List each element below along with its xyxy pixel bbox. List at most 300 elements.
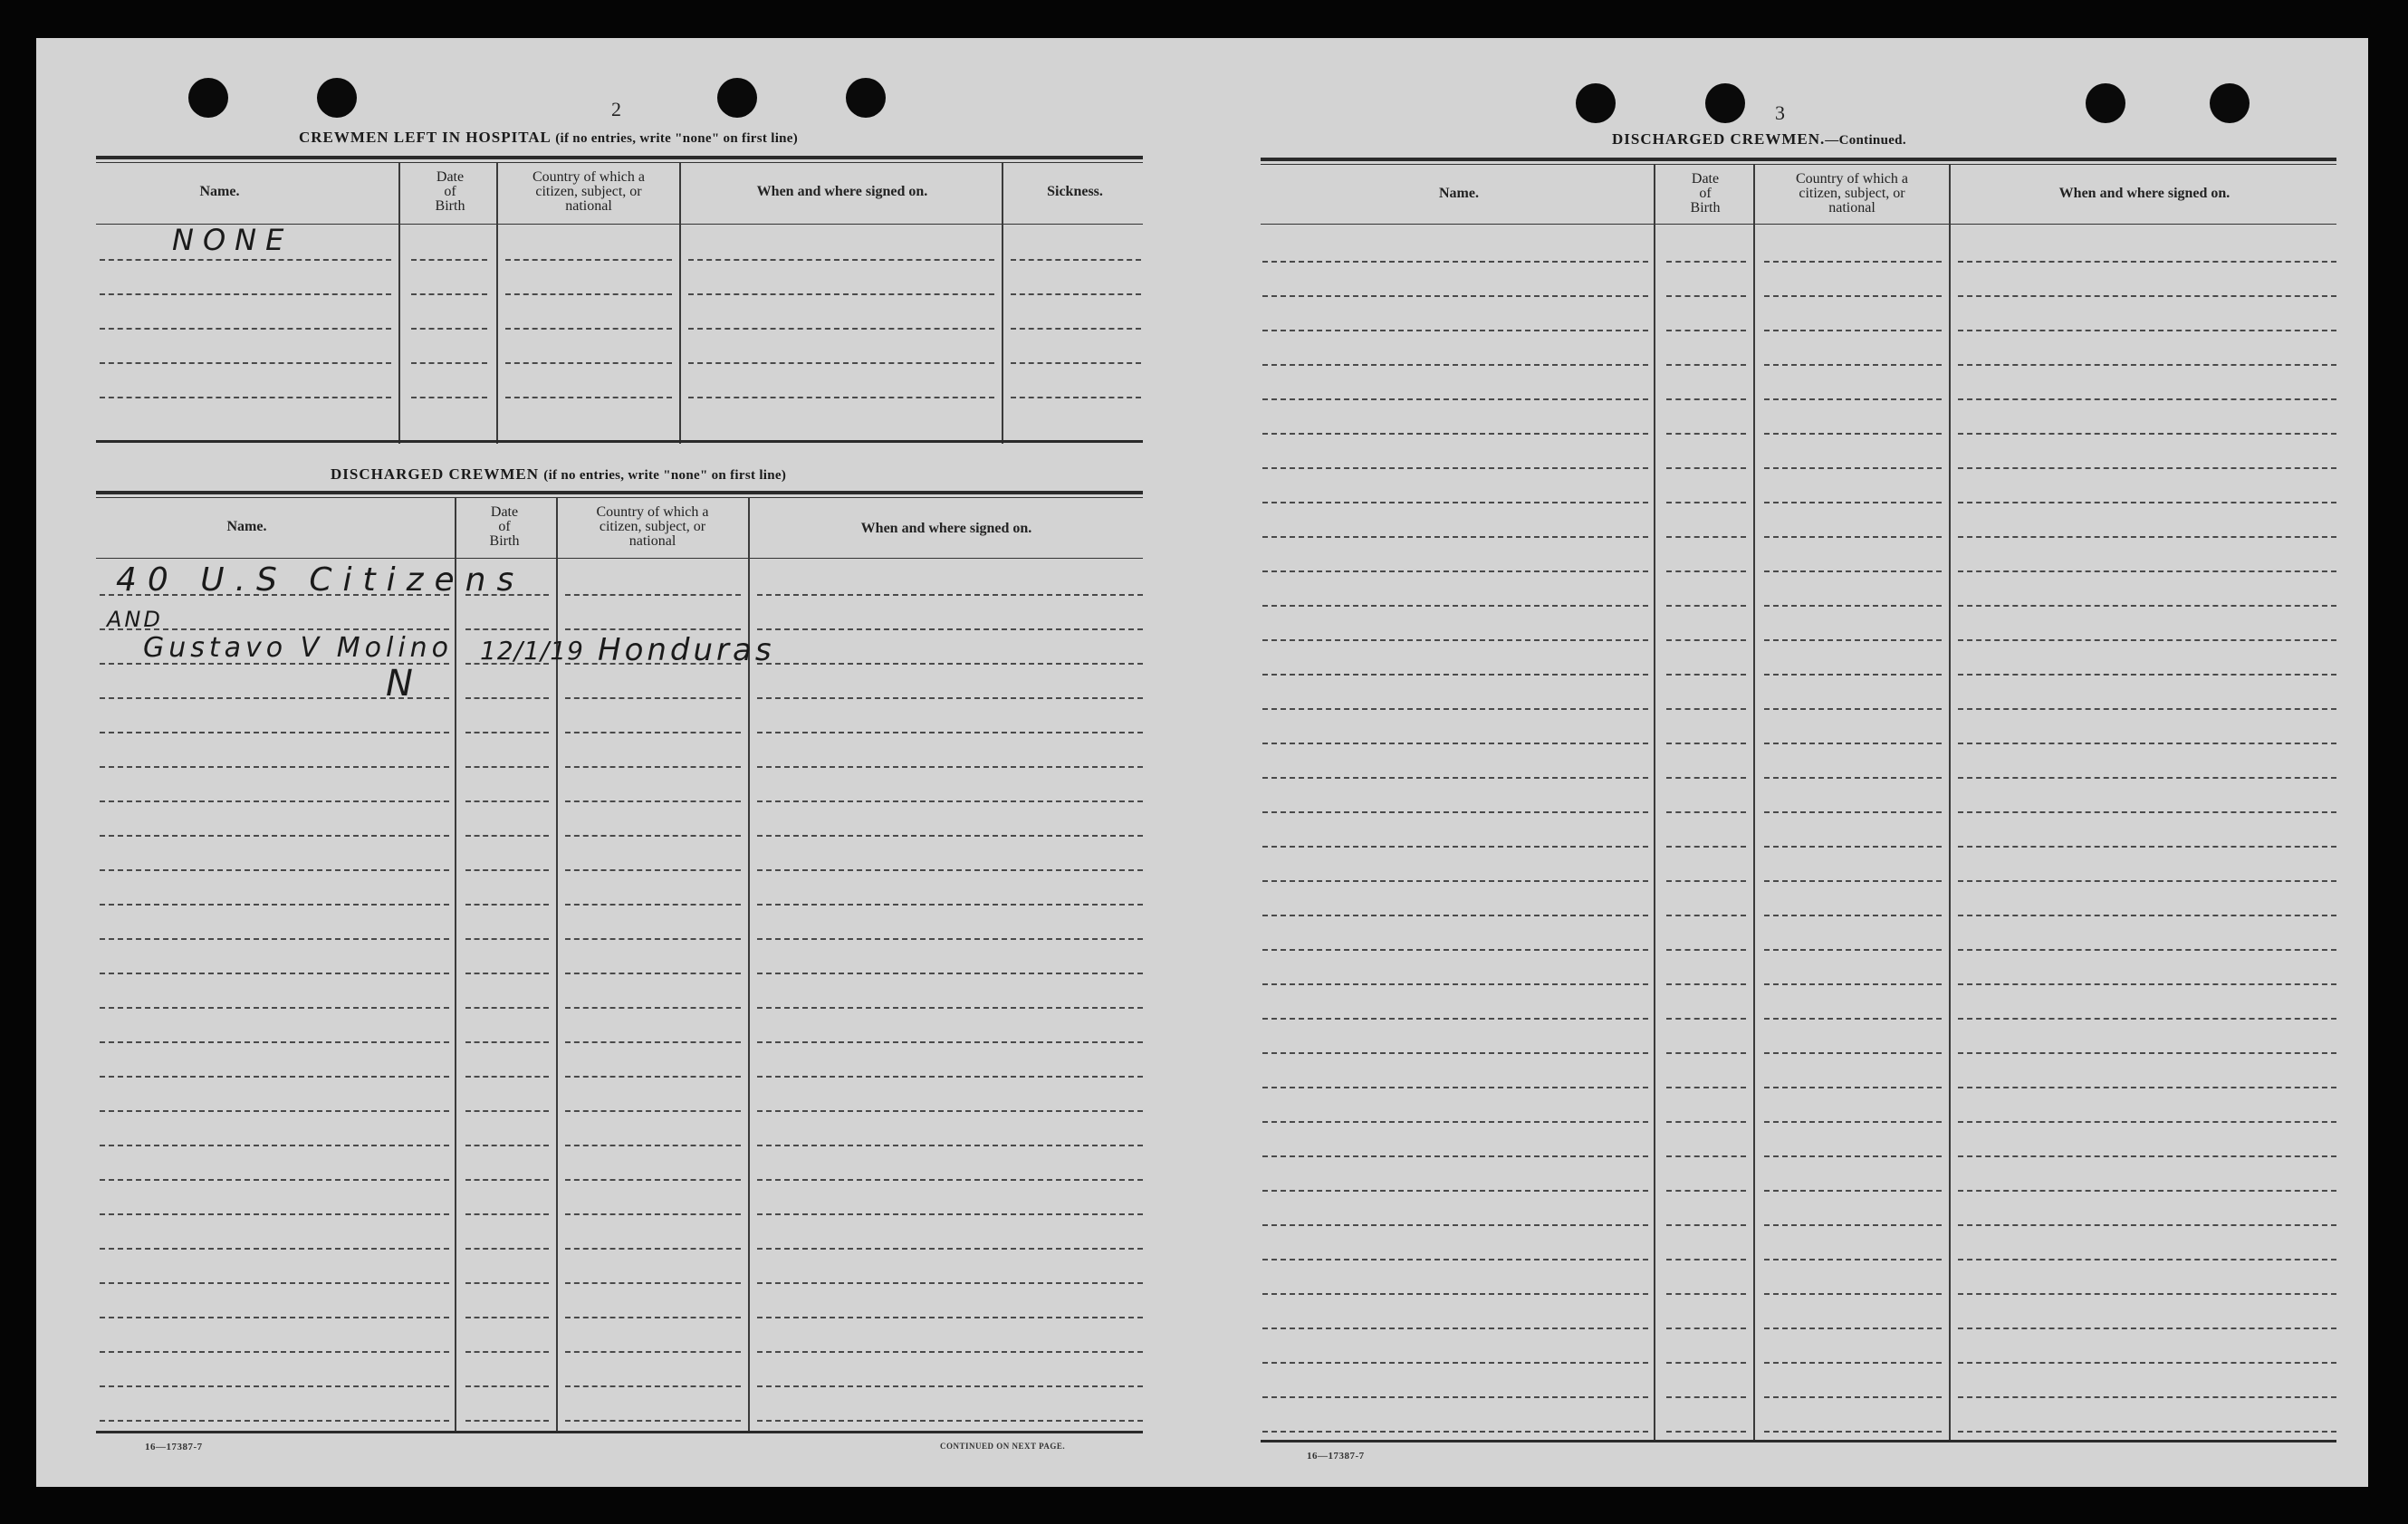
ruled-line — [100, 1282, 449, 1284]
ruled-line — [505, 293, 672, 295]
ruled-line — [1262, 261, 1648, 263]
ruled-line — [1262, 502, 1648, 503]
ruled-line — [757, 1213, 1143, 1215]
ruled-line — [1958, 295, 2336, 297]
hospital-subtitle-text: (if no entries, write "none" on first line) — [555, 131, 799, 146]
ruled-line — [1666, 1293, 1746, 1295]
ruled-line — [465, 766, 549, 768]
discharged-title-text: DISCHARGED CREWMEN — [331, 465, 540, 483]
hospital-col-dob-label: Date of Birth — [435, 169, 465, 214]
ruled-line — [1666, 1431, 1746, 1433]
right-col-name — [1264, 187, 1654, 201]
hospital-title-text: CREWMEN LEFT IN HOSPITAL — [299, 129, 551, 146]
ruled-line — [1011, 362, 1141, 364]
discharged-top-rule — [96, 491, 1143, 494]
ruled-line — [1958, 949, 2336, 951]
ruled-line — [100, 293, 391, 295]
discharged-col-signed-label: When and where signed on. — [860, 521, 1032, 536]
ruled-line — [1764, 1018, 1942, 1020]
right-header-rule — [1261, 224, 2336, 225]
ruled-line — [565, 800, 741, 802]
hospital-col-dob — [400, 170, 500, 214]
ruled-line — [1262, 777, 1648, 779]
ruled-line — [565, 1351, 741, 1353]
ruled-line — [1764, 467, 1942, 469]
ruled-line — [411, 397, 487, 398]
discharged-col-country-label: Country of which a citizen, subject, or national — [596, 504, 709, 549]
ruled-line — [757, 1420, 1143, 1422]
ruled-line — [1764, 1259, 1942, 1260]
ruled-line — [1958, 1190, 2336, 1192]
ruled-line — [1958, 777, 2336, 779]
ruled-line — [1666, 295, 1746, 297]
ruled-line — [100, 973, 449, 974]
ruled-line — [100, 869, 449, 871]
ruled-line — [1666, 1190, 1746, 1192]
ruled-line — [1958, 605, 2336, 607]
ruled-line — [1666, 639, 1746, 641]
ruled-line — [100, 1179, 449, 1181]
ruled-line — [757, 1041, 1143, 1043]
ruled-line — [1958, 915, 2336, 916]
ruled-line — [100, 938, 449, 940]
ruled-line — [757, 697, 1143, 699]
ruled-line — [1958, 674, 2336, 676]
ruled-line — [465, 732, 549, 733]
continued-subtitle-text: —Continued. — [1825, 133, 1906, 148]
ruled-line — [1666, 502, 1746, 503]
ruled-line — [100, 1007, 449, 1009]
ruled-line — [688, 259, 994, 261]
right-col-name-label: Name. — [1439, 186, 1479, 201]
ruled-line — [1764, 1224, 1942, 1226]
ruled-line — [465, 800, 549, 802]
ruled-line — [1958, 364, 2336, 366]
continued-note: CONTINUED ON NEXT PAGE. — [940, 1442, 1066, 1451]
ruled-line — [465, 904, 549, 906]
ruled-line — [411, 328, 487, 330]
ruled-line — [757, 1248, 1143, 1250]
ruled-line — [565, 732, 741, 733]
ruled-line — [1958, 1259, 2336, 1260]
ruled-line — [1764, 743, 1942, 744]
ruled-line — [565, 628, 741, 630]
ruled-line — [1958, 330, 2336, 331]
ruled-line — [1764, 983, 1942, 985]
ruled-line — [100, 1420, 449, 1422]
ruled-line — [565, 1145, 741, 1146]
ruled-line — [1262, 639, 1648, 641]
ruled-line — [100, 766, 449, 768]
punch-hole — [317, 78, 357, 118]
ruled-line — [1764, 1328, 1942, 1329]
ruled-line — [465, 1420, 549, 1422]
ruled-line — [100, 328, 391, 330]
ruled-line — [757, 663, 1143, 665]
ruled-line — [1958, 880, 2336, 882]
discharged-col-dob-label: Date of Birth — [489, 504, 520, 549]
ruled-line — [100, 1076, 449, 1078]
discharged-section-title — [331, 465, 786, 484]
ruled-line — [100, 1351, 449, 1353]
ruled-line — [757, 869, 1143, 871]
ruled-line — [565, 1282, 741, 1284]
ruled-line — [565, 1420, 741, 1422]
ruled-line — [1764, 433, 1942, 435]
ruled-line — [688, 293, 994, 295]
ruled-line — [1764, 261, 1942, 263]
ruled-line — [1262, 605, 1648, 607]
ruled-line — [465, 1110, 549, 1112]
hospital-bottom-rule — [96, 440, 1143, 443]
ruled-line — [1262, 295, 1648, 297]
ruled-line — [1764, 1362, 1942, 1364]
hospital-top-rule — [96, 156, 1143, 159]
ruled-line — [757, 835, 1143, 837]
ruled-line — [1666, 674, 1746, 676]
discharged-top-rule-thin — [96, 497, 1143, 498]
ruled-line — [1262, 1224, 1648, 1226]
ruled-line — [465, 697, 549, 699]
ruled-line — [1262, 1431, 1648, 1433]
ruled-line — [465, 1385, 549, 1387]
ruled-line — [465, 973, 549, 974]
ruled-line — [1764, 708, 1942, 710]
hospital-divider — [1002, 163, 1003, 444]
ruled-line — [100, 904, 449, 906]
ruled-line — [565, 1007, 741, 1009]
document-paper — [36, 38, 2368, 1487]
ruled-line — [1262, 1018, 1648, 1020]
ruled-line — [1958, 502, 2336, 503]
ruled-line — [465, 1145, 549, 1146]
ruled-line — [100, 1385, 449, 1387]
ruled-line — [1262, 330, 1648, 331]
ruled-line — [1262, 674, 1648, 676]
ruled-line — [1262, 570, 1648, 572]
ruled-line — [1262, 1362, 1648, 1364]
ruled-line — [1958, 1224, 2336, 1226]
ruled-line — [1666, 605, 1746, 607]
ruled-line — [1958, 846, 2336, 848]
discharged-col-country — [560, 505, 745, 549]
ruled-line — [1666, 880, 1746, 882]
ruled-line — [505, 362, 672, 364]
ruled-line — [1764, 1121, 1942, 1123]
ruled-line — [1666, 777, 1746, 779]
right-top-rule-thin — [1261, 164, 2336, 165]
ruled-line — [565, 835, 741, 837]
ruled-line — [565, 697, 741, 699]
hospital-section-title — [299, 129, 798, 147]
discharged-divider — [455, 498, 456, 1431]
ruled-line — [1764, 330, 1942, 331]
ruled-line — [465, 1076, 549, 1078]
ruled-line — [465, 938, 549, 940]
discharged-entry-mark: N — [386, 663, 413, 704]
ruled-line — [1764, 777, 1942, 779]
ruled-line — [465, 835, 549, 837]
discharged-bottom-rule — [96, 1431, 1143, 1433]
ruled-line — [757, 628, 1143, 630]
hospital-divider — [679, 163, 681, 444]
ruled-line — [757, 594, 1143, 596]
page-number-left: 2 — [611, 98, 621, 120]
ruled-line — [465, 1282, 549, 1284]
right-col-country — [1757, 172, 1947, 216]
ruled-line — [1666, 1155, 1746, 1157]
ruled-line — [1958, 570, 2336, 572]
ruled-line — [565, 1213, 741, 1215]
punch-hole — [1705, 83, 1745, 123]
ruled-line — [1262, 949, 1648, 951]
ruled-line — [1666, 433, 1746, 435]
ruled-line — [1666, 1121, 1746, 1123]
ruled-line — [757, 973, 1143, 974]
ruled-line — [1262, 536, 1648, 538]
ruled-line — [1958, 433, 2336, 435]
ruled-line — [465, 1213, 549, 1215]
ruled-line — [1262, 743, 1648, 744]
ruled-line — [565, 938, 741, 940]
continued-title-text: DISCHARGED CREWMEN. — [1612, 130, 1826, 148]
punch-hole — [188, 78, 228, 118]
ruled-line — [757, 1110, 1143, 1112]
ruled-line — [1666, 1259, 1746, 1260]
ruled-line — [1262, 1155, 1648, 1157]
ruled-line — [1262, 708, 1648, 710]
ruled-line — [1958, 1293, 2336, 1295]
ruled-line — [757, 938, 1143, 940]
ruled-line — [1666, 949, 1746, 951]
ruled-line — [1666, 1018, 1746, 1020]
ruled-line — [688, 328, 994, 330]
ruled-line — [1666, 1224, 1746, 1226]
ruled-line — [565, 1317, 741, 1318]
ruled-line — [100, 1041, 449, 1043]
ruled-line — [1764, 1155, 1942, 1157]
ruled-line — [1011, 328, 1141, 330]
ruled-line — [1958, 398, 2336, 400]
ruled-line — [1958, 1155, 2336, 1157]
ruled-line — [1666, 536, 1746, 538]
ruled-line — [1262, 1052, 1648, 1054]
ruled-line — [1958, 1328, 2336, 1329]
ruled-line — [100, 1213, 449, 1215]
ruled-line — [1666, 570, 1746, 572]
ruled-line — [1666, 743, 1746, 744]
ruled-line — [1262, 1190, 1648, 1192]
ruled-line — [465, 1248, 549, 1250]
ruled-line — [1764, 1190, 1942, 1192]
ruled-line — [1666, 811, 1746, 813]
right-col-country-label: Country of which a citizen, subject, or national — [1796, 171, 1908, 216]
right-divider — [1949, 165, 1951, 1442]
ruled-line — [1764, 536, 1942, 538]
ruled-line — [1262, 1087, 1648, 1088]
ruled-line — [757, 1007, 1143, 1009]
ruled-line — [411, 362, 487, 364]
ruled-line — [1262, 1396, 1648, 1398]
ruled-line — [1262, 1293, 1648, 1295]
ruled-line — [465, 628, 549, 630]
discharged-entry-line1: 40 U.S Citizens — [116, 561, 525, 599]
ruled-line — [100, 1248, 449, 1250]
ruled-line — [1958, 639, 2336, 641]
discharged-entry-line3-name: Gustavo V Molino — [143, 632, 454, 664]
ruled-line — [1764, 639, 1942, 641]
ruled-line — [688, 397, 994, 398]
ruled-line — [565, 1076, 741, 1078]
ruled-line — [1262, 915, 1648, 916]
ruled-line — [757, 766, 1143, 768]
ruled-line — [1666, 1362, 1746, 1364]
ruled-line — [1958, 811, 2336, 813]
punch-hole — [2210, 83, 2250, 123]
discharged-subtitle-text: (if no entries, write "none" on first line) — [543, 468, 787, 483]
ruled-line — [1666, 330, 1746, 331]
ruled-line — [1262, 467, 1648, 469]
hospital-col-country-label: Country of which a citizen, subject, or national — [532, 169, 645, 214]
ruled-line — [1666, 398, 1746, 400]
ruled-line — [565, 1385, 741, 1387]
ruled-line — [1958, 1087, 2336, 1088]
discharged-col-name — [100, 520, 394, 534]
right-divider — [1654, 165, 1655, 1442]
ruled-line — [565, 1248, 741, 1250]
ruled-line — [100, 1145, 449, 1146]
ruled-line — [1764, 880, 1942, 882]
ruled-line — [1666, 1328, 1746, 1329]
hospital-col-signed-label: When and where signed on. — [756, 184, 928, 199]
ruled-line — [1262, 1328, 1648, 1329]
ruled-line — [1011, 397, 1141, 398]
ruled-line — [1764, 1396, 1942, 1398]
right-bottom-rule — [1261, 1440, 2336, 1443]
ruled-line — [1262, 364, 1648, 366]
ruled-line — [1958, 1052, 2336, 1054]
page-number-right: 3 — [1775, 101, 1785, 124]
ruled-line — [1958, 1018, 2336, 1020]
ruled-line — [1958, 1362, 2336, 1364]
ruled-line — [505, 328, 672, 330]
ruled-line — [757, 1282, 1143, 1284]
right-divider — [1753, 165, 1755, 1442]
ruled-line — [465, 1317, 549, 1318]
right-top-rule — [1261, 158, 2336, 161]
ruled-line — [1764, 915, 1942, 916]
punch-hole — [2086, 83, 2125, 123]
ruled-line — [757, 1076, 1143, 1078]
form-number-right: 16—17387-7 — [1307, 1451, 1365, 1462]
ruled-line — [100, 1317, 449, 1318]
ruled-line — [757, 800, 1143, 802]
ruled-line — [100, 362, 391, 364]
ruled-line — [1958, 1431, 2336, 1433]
ruled-line — [1262, 846, 1648, 848]
discharged-header-rule — [96, 558, 1143, 559]
hospital-top-rule-thin — [96, 162, 1143, 163]
right-col-dob-label: Date of Birth — [1690, 171, 1721, 216]
ruled-line — [1666, 364, 1746, 366]
ruled-line — [1764, 949, 1942, 951]
ruled-line — [1958, 1121, 2336, 1123]
ruled-line — [757, 1145, 1143, 1146]
ruled-line — [100, 732, 449, 733]
ruled-line — [1262, 880, 1648, 882]
ruled-line — [1262, 398, 1648, 400]
ruled-line — [1958, 467, 2336, 469]
ruled-line — [411, 259, 487, 261]
ruled-line — [1764, 674, 1942, 676]
ruled-line — [1666, 915, 1746, 916]
form-number-left: 16—17387-7 — [145, 1442, 203, 1452]
ruled-line — [1262, 811, 1648, 813]
ruled-line — [757, 904, 1143, 906]
ruled-line — [1764, 570, 1942, 572]
punch-hole — [1576, 83, 1616, 123]
ruled-line — [465, 1041, 549, 1043]
ruled-line — [757, 1385, 1143, 1387]
ruled-line — [565, 869, 741, 871]
discharged-col-dob — [455, 505, 554, 549]
ruled-line — [1666, 1396, 1746, 1398]
ruled-line — [1764, 1293, 1942, 1295]
ruled-line — [1666, 1087, 1746, 1088]
ruled-line — [1764, 295, 1942, 297]
right-col-signed — [1954, 187, 2335, 201]
ruled-line — [100, 397, 391, 398]
ruled-line — [505, 397, 672, 398]
ruled-line — [565, 973, 741, 974]
hospital-divider — [496, 163, 498, 444]
ruled-line — [100, 800, 449, 802]
ruled-line — [1666, 983, 1746, 985]
ruled-line — [1958, 983, 2336, 985]
ruled-line — [411, 293, 487, 295]
hospital-divider — [398, 163, 400, 444]
ruled-line — [100, 259, 391, 261]
ruled-line — [1764, 811, 1942, 813]
ruled-line — [505, 259, 672, 261]
hospital-col-name — [100, 185, 340, 199]
ruled-line — [1764, 1087, 1942, 1088]
ruled-line — [1262, 433, 1648, 435]
ruled-line — [757, 1179, 1143, 1181]
ruled-line — [1764, 1431, 1942, 1433]
discharged-entry-line3-country: Honduras — [598, 632, 775, 668]
ruled-line — [1764, 1052, 1942, 1054]
ruled-line — [100, 835, 449, 837]
ruled-line — [1011, 259, 1141, 261]
punch-hole — [717, 78, 757, 118]
ruled-line — [565, 904, 741, 906]
hospital-col-sickness-label: Sickness. — [1047, 184, 1103, 199]
ruled-line — [1011, 293, 1141, 295]
ruled-line — [757, 732, 1143, 733]
ruled-line — [565, 594, 741, 596]
ruled-line — [1262, 1259, 1648, 1260]
ruled-line — [465, 1179, 549, 1181]
ruled-line — [1262, 983, 1648, 985]
ruled-line — [1666, 846, 1746, 848]
ruled-line — [1958, 743, 2336, 744]
discharged-entry-line3-dob: 12/1/19 — [480, 636, 584, 666]
discharged-col-signed — [752, 522, 1141, 536]
ruled-line — [1764, 846, 1942, 848]
ruled-line — [1666, 261, 1746, 263]
hospital-col-name-label: Name. — [199, 184, 240, 199]
